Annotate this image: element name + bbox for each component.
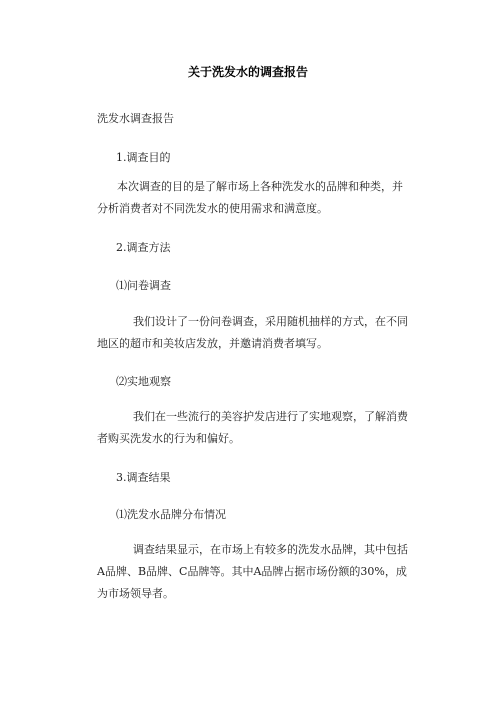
result-heading: 3.调查结果 xyxy=(116,471,171,484)
method-heading: 2.调查方法 xyxy=(116,241,171,254)
purpose-heading: 1.调查目的 xyxy=(116,151,171,164)
method-questionnaire-paragraph: 我们设计了一份问卷调查，采用随机抽样的方式，在不同地区的超市和美妆店发放，并邀请消费者填写。 xyxy=(97,315,408,350)
result-brand-heading: ⑴洗发水品牌分布情况 xyxy=(116,508,226,521)
document-title: 关于洗发水的调查报告 xyxy=(187,65,308,79)
method-observation-paragraph: 我们在一些流行的美容护发店进行了实地观察，了解消费者购买洗发水的行为和偏好。 xyxy=(97,410,408,445)
report-subtitle: 洗发水调查报告 xyxy=(97,112,174,125)
method-questionnaire-heading: ⑴问卷调查 xyxy=(116,279,171,292)
purpose-paragraph: 本次调查的目的是了解市场上各种洗发水的品牌和种类，并分析消费者对不同洗发水的使用需求和满意度。 xyxy=(97,180,403,215)
method-observation-heading: ⑵实地观察 xyxy=(116,375,171,388)
result-brand-paragraph: 调查结果显示，在市场上有较多的洗发水品牌，其中包括A品牌、B品牌、C品牌等。其中A品牌占据市场份额的30%，成为市场领导者。 xyxy=(97,543,408,600)
